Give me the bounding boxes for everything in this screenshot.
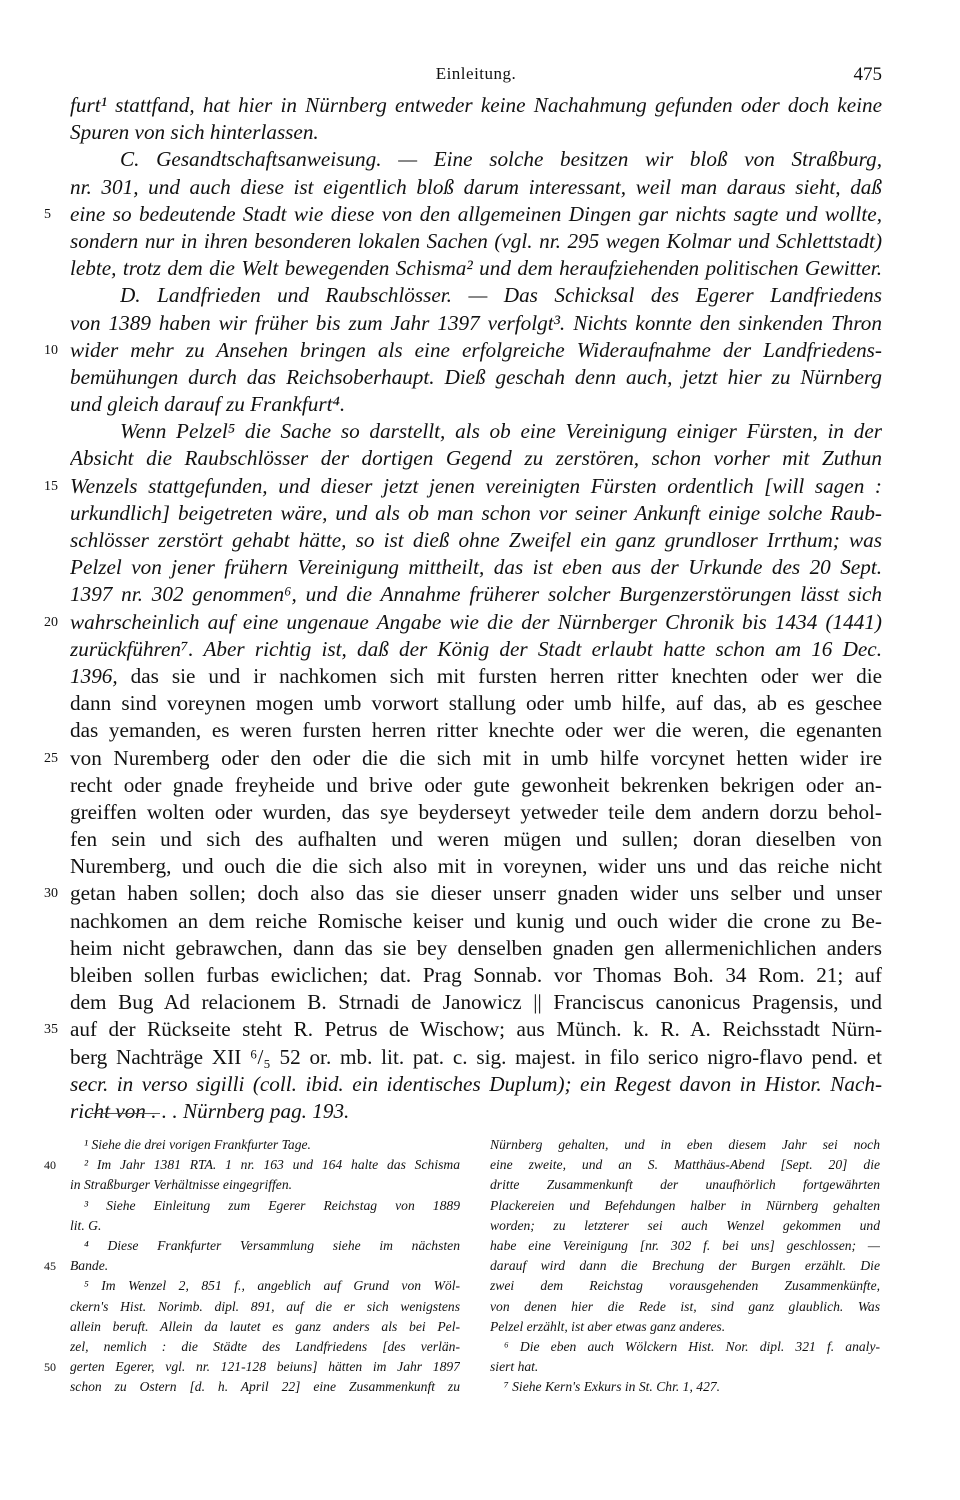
line-text: berg Nachträge XII ⁶/₅ 52 or. mb. lit. pat. c. sig. majest. in filo serico nigro-flavo pend. et <box>70 1044 882 1069</box>
text-line <box>0 418 960 445</box>
line-number: 45 <box>44 1259 56 1274</box>
footnote-text: ³ Siehe Einleitung zum Egerer Reichstag von 1889 <box>84 1197 460 1213</box>
line-text: Nuremberg, und ouch die die sich also mit in voreynen, wider uns und das reiche nicht <box>70 854 882 879</box>
text-line <box>0 282 960 309</box>
line-text: schlösser zerstört gehabt hätte, so ist dieß ohne Zweifel ein ganz grundloser Irrthum; was <box>70 528 882 552</box>
footnote-line <box>490 1297 880 1317</box>
footnote-line <box>70 1377 460 1397</box>
text-line <box>0 935 960 962</box>
footnote-text: worden; zu letzterer sei auch Wenzel gekommen und <box>490 1217 880 1233</box>
footnote-line <box>490 1317 880 1337</box>
footnote-line <box>490 1135 880 1155</box>
line-text: heim nicht gebrawchen, dann das sie bey denselben gnaden gen allermenichlichen anders <box>70 935 882 960</box>
line-text: bemühungen durch das Reichsoberhaupt. Dieß geschah denn auch, jetzt hier zu Nürnberg <box>70 364 882 389</box>
footnote-line <box>490 1377 880 1397</box>
footnote-line <box>490 1337 880 1357</box>
line-text: recht oder gnade freyheide und brive oder gute gewonheit bekrenken bekrigen oder an- <box>70 772 882 797</box>
footnote-text: allein beruft. Allein da lautet es ganz anders als bei Pel- <box>70 1318 460 1334</box>
footnote-line <box>490 1276 880 1296</box>
footnote-text: habe eine Vereinigung [nr. 302 f. bei uns] geschlossen; — <box>490 1237 880 1253</box>
line-number: 40 <box>44 1158 56 1173</box>
line-text: greiffen wolten oder wurden, das sye beyderseyt yetweder teile dem andern dorzu behol- <box>70 799 882 824</box>
footnote-line <box>70 1276 460 1296</box>
footnote-line <box>490 1216 880 1236</box>
line-text: und gleich darauf zu Frankfurt⁴. <box>70 392 346 417</box>
footnote-line <box>44 1256 460 1276</box>
line-text: secr. in verso sigilli (coll. ibid. ein identisches Duplum); ein Regest davon in Histor. Nach- <box>70 1071 882 1096</box>
line-text: 1396, das sie und ir nachkomen sich mit fursten herren ritter knechten oder wer die <box>70 663 882 688</box>
line-text: 1397 nr. 302 genommen⁶, und die Annahme früherer solcher Burgenzerstörungen lässt sich <box>70 582 882 607</box>
footnote-line <box>44 1155 460 1175</box>
text-line <box>0 445 960 472</box>
page-header <box>70 64 882 92</box>
text-line <box>0 391 960 418</box>
footnote-text: ⁶ Die eben auch Wölckern Hist. Nor. dipl. 321 f. analy- <box>504 1338 880 1354</box>
running-title: Einleitung. <box>435 64 517 83</box>
footnote-text: Bande. <box>70 1258 109 1274</box>
text-line <box>0 1098 960 1125</box>
text-line <box>0 146 960 173</box>
line-number: 5 <box>44 206 51 222</box>
text-line <box>0 663 960 690</box>
text-line <box>0 962 960 989</box>
text-line <box>0 337 960 364</box>
footnote-text: zwei dem Reichstag vorausgehenden Zusammenkünfte, <box>490 1278 880 1294</box>
line-text: furt¹ stattfand, hat hier in Nürnberg entweder keine Nachahmung gefunden oder doch keine <box>70 93 882 117</box>
text-line <box>0 772 960 799</box>
text-line <box>0 609 960 636</box>
line-text: Wenzels stattgefunden, und dieser jetzt jenen vereinigten Fürsten ordentlich [will sagen : <box>70 473 882 498</box>
line-number: 15 <box>44 478 58 494</box>
text-line <box>0 119 960 146</box>
line-number: 10 <box>44 342 58 358</box>
text-line <box>0 853 960 880</box>
text-line <box>0 1071 960 1098</box>
line-text: dann sind voreynen mogen umb vorwort stallung oder umb hilfe, auf das, ab es geschee <box>70 691 882 716</box>
footnote-line <box>70 1317 460 1337</box>
footnote-line <box>70 1196 460 1216</box>
footnote-text: zel, nemlich : die Städte des Landfriedens [des verlän- <box>70 1338 460 1354</box>
footnote-text: siert hat. <box>490 1359 539 1375</box>
footnote-text: ⁴ Diese Frankfurter Versammlung siehe im nächsten <box>84 1237 460 1253</box>
footnote-line <box>44 1357 460 1377</box>
line-number: 50 <box>44 1360 56 1375</box>
footnotes-left-column <box>44 1135 460 1397</box>
footnote-line <box>490 1357 880 1377</box>
text-line <box>0 527 960 554</box>
text-line <box>0 201 960 228</box>
footnote-line <box>70 1337 460 1357</box>
footnote-line <box>70 1175 460 1195</box>
line-text: auf der Rückseite steht R. Petrus de Wischow; aus Münch. k. R. A. Reichsstadt Nürn- <box>70 1017 882 1042</box>
text-line <box>0 228 960 255</box>
text-line <box>0 554 960 581</box>
text-line <box>0 1044 960 1071</box>
line-text: das yemanden, es weren fursten herren ritter knechte oder wer die weren, die egenanten <box>70 718 882 743</box>
footnote-line <box>490 1196 880 1216</box>
line-text: zurückführen⁷. Aber richtig ist, daß der König der Stadt erlaubt hatte schon am 16 Dec. <box>70 636 882 661</box>
text-line <box>0 989 960 1016</box>
line-text: Wenn Pelzel⁵ die Sache so darstellt, als ob eine Vereinigung einiger Fürsten, in der <box>120 419 882 444</box>
footnote-text: Nürnberg gehalten, und in eben diesem Jahr sei noch <box>490 1137 880 1152</box>
line-number: 20 <box>44 614 58 630</box>
page-number: 475 <box>853 64 882 85</box>
footnotes-right-column <box>490 1135 880 1397</box>
footnote-text: in Straßburger Verhältnisse eingegriffen. <box>70 1177 293 1193</box>
footnote-line <box>70 1236 460 1256</box>
text-line <box>0 310 960 337</box>
text-line <box>0 826 960 853</box>
text-line <box>0 690 960 717</box>
line-text: lebte, trotz dem die Welt bewegenden Schisma² und dem heraufziehenden politischen Gewitter. <box>70 256 882 281</box>
line-text: Absicht die Raubschlösser der dortigen Gegend zu zerstören, schon vorher mit Zuthun <box>70 446 882 471</box>
line-text: sondern nur in ihren besonderen lokalen Sachen (vgl. nr. 295 wegen Kolmar und Schlettstadt) <box>70 228 882 253</box>
footnote-text: ¹ Siehe die drei vorigen Frankfurter Tage. <box>84 1137 311 1152</box>
line-text: dem Bug Ad relacionem B. Strnadi de Janowicz || Franciscus canonicus Pragensis, und <box>70 990 882 1015</box>
footnote-line <box>70 1297 460 1317</box>
footnote-text: ⁷ Siehe Kern's Exkurs in St. Chr. 1, 427. <box>504 1379 721 1395</box>
line-text: von Nuremberg oder den oder die die sich mit in umb hilfe vorcynet hetten wider ire <box>70 745 882 770</box>
footnote-line <box>70 1216 460 1236</box>
line-text: Pelzel von jener frühern Vereinigung mittheilt, das ist eben aus der Urkunde des 20 Sept. <box>70 555 882 580</box>
line-number: 35 <box>44 1022 58 1038</box>
footnote-text: von denen hier die Rede ist, sind ganz glaublich. Was <box>490 1298 880 1314</box>
footnote-line <box>490 1256 880 1276</box>
footnote-text: gerten Egerer, vgl. nr. 121-128 beiuns] hätten im Jahr 1897 <box>70 1359 460 1375</box>
text-line <box>0 255 960 282</box>
footnote-text: Pelzel erzählt, ist aber etwas ganz anderes. <box>490 1318 726 1334</box>
main-text <box>0 92 960 1125</box>
text-line <box>0 92 960 119</box>
footnote-line <box>70 1135 460 1155</box>
line-number: 30 <box>44 886 58 902</box>
line-text: nr. 301, und auch diese ist eigentlich bloß darum interessant, weil man daraus sieht, daß <box>70 174 882 199</box>
line-text: urkundlich] beigetreten wäre, und als ob man schon vor seiner Ankunft einige solche Raub- <box>70 500 882 525</box>
footnote-text: dritte Zusammenkunft der unaufhörlich fortgewährten <box>490 1177 880 1193</box>
line-text: nachkomen an dem reiche Romische keiser und kunig und ouch wider die crone zu Be- <box>70 908 882 933</box>
footnote-separator <box>90 1113 160 1114</box>
line-text: von 1389 haben wir früher bis zum Jahr 1397 verfolgt³. Nichts konnte den sinkenden Thron <box>70 310 882 335</box>
line-text: Spuren von sich hinterlassen. <box>70 120 319 145</box>
footnote-line <box>490 1155 880 1175</box>
text-line <box>0 636 960 663</box>
line-text: eine so bedeutende Stadt wie diese von den allgemeinen Dingen gar nichts sagte und wollte, <box>70 201 882 226</box>
text-line <box>0 880 960 907</box>
line-text: wahrscheinlich auf eine ungenaue Angabe wie die der Nürnberger Chronik bis 1434 (1441) <box>70 609 882 634</box>
footnote-text: darauf wird dann die Brechung der Burgen erzählt. Die <box>490 1258 880 1274</box>
footnote-text: ² Im Jahr 1381 RTA. 1 nr. 163 und 164 halte das Schisma <box>84 1157 460 1173</box>
line-text: bleiben sollen furbas ewiclichen; dat. Prag Sonnab. vor Thomas Boh. 34 Rom. 21; auf <box>70 963 882 987</box>
footnote-text: lit. G. <box>70 1217 102 1233</box>
footnote-text: ckern's Hist. Norimb. dipl. 891, auf die er sich wenigstens <box>70 1298 460 1314</box>
text-line <box>0 1016 960 1043</box>
text-line <box>0 500 960 527</box>
line-text: D. Landfrieden und Raubschlösser. — Das Schicksal des Egerer Landfriedens <box>120 283 882 308</box>
footnote-line <box>490 1175 880 1195</box>
line-text: richt von . . . Nürnberg pag. 193. <box>70 1098 350 1123</box>
footnote-text: eine zweite, und an S. Matthäus-Abend [Sept. 20] die <box>490 1157 880 1173</box>
line-text: wider mehr zu Ansehen bringen als eine erfolgreiche Wideraufnahme der Landfriedens- <box>70 337 882 362</box>
line-text: C. Gesandtschaftsanweisung. — Eine solche besitzen wir bloß von Straßburg, <box>120 147 882 172</box>
footnote-text: schon zu Ostern [d. h. April 22] eine Zusammenkunft zu <box>70 1379 460 1395</box>
text-line <box>0 908 960 935</box>
line-text: getan haben sollen; doch also das sie dieser unserr gnaden wider uns selber und unser <box>70 881 882 906</box>
text-line <box>0 174 960 201</box>
line-number: 25 <box>44 750 58 766</box>
line-text: fen sein und sich des aufhalten und weren mügen und sullen; doran dieselben von <box>70 827 882 852</box>
text-line <box>0 473 960 500</box>
text-line <box>0 799 960 826</box>
footnote-text: Plackereien und Befehdungen halber in Nürnberg gehalten <box>490 1197 880 1213</box>
text-line <box>0 364 960 391</box>
text-line <box>0 745 960 772</box>
text-line <box>0 717 960 744</box>
footnote-text: ⁵ Im Wenzel 2, 851 f., angeblich auf Grund von Wöl- <box>84 1278 460 1294</box>
text-line <box>0 581 960 608</box>
footnote-line <box>490 1236 880 1256</box>
